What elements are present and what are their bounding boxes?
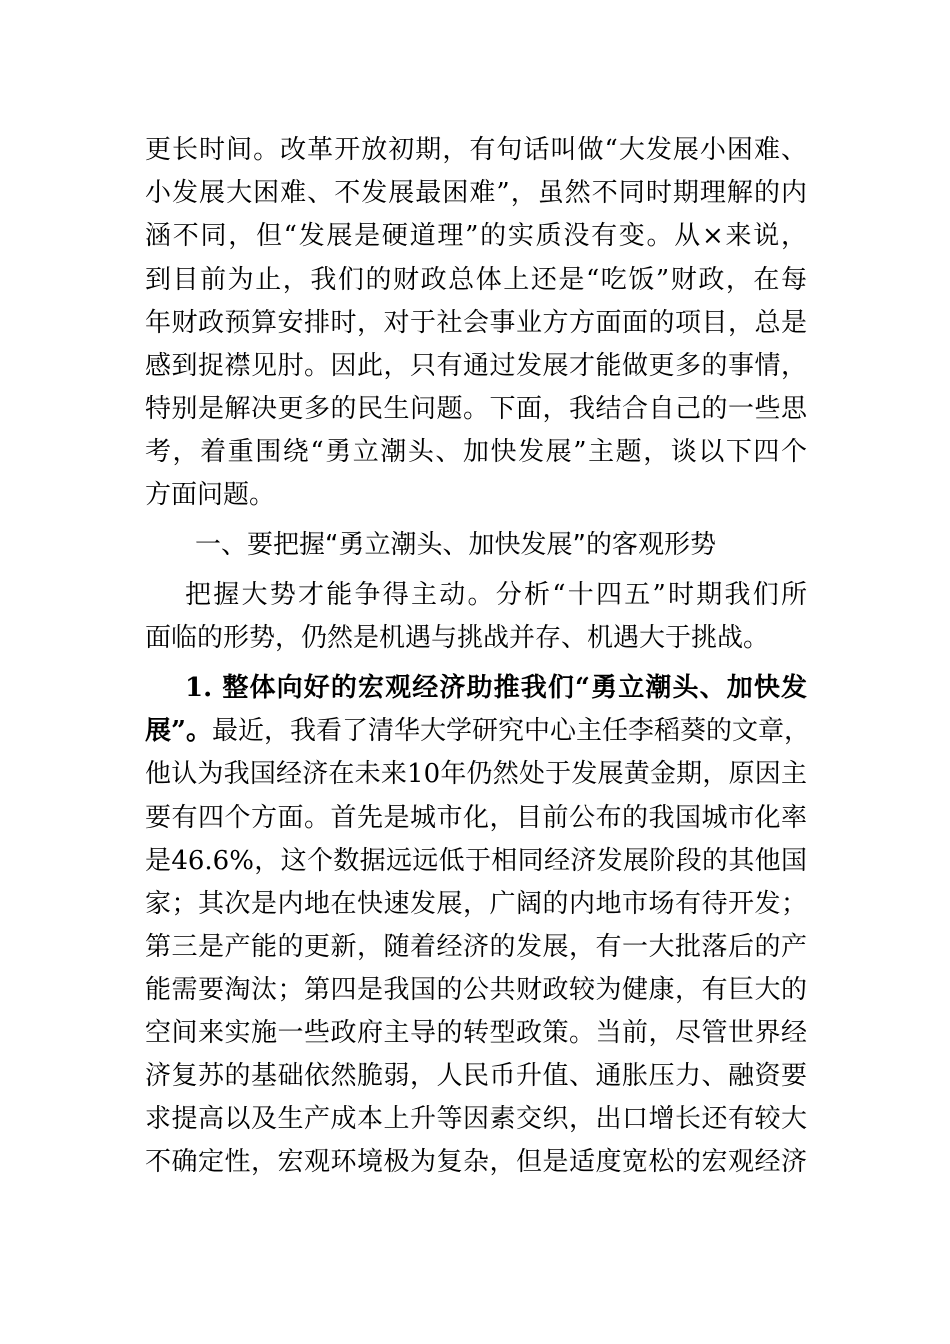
text-line: 空间来实施一些政府主导的转型政策。当前，尽管世界经 — [145, 1018, 807, 1048]
text-line: 到目前为止，我们的财政总体上还是“吃饭”财政，在每 — [145, 265, 807, 295]
text-line: 方面问题。 — [145, 480, 276, 510]
subheading-text: 展”。 — [145, 716, 212, 746]
text-line: 涵不同，但“发展是硬道理”的实质没有变。从×来说， — [145, 221, 807, 251]
text-line: 小发展大困难、不发展最困难”，虽然不同时期理解的内 — [145, 178, 807, 208]
text-line: 要有四个方面。首先是城市化，目前公布的我国城市化率 — [145, 803, 807, 833]
text-line: 他认为我国经济在未来10年仍然处于发展黄金期，原因主 — [145, 759, 807, 789]
text-line: 济复苏的基础依然脆弱，人民币升值、通胀压力、融资要 — [145, 1061, 807, 1091]
subheading-text: 1. 整体向好的宏观经济助推我们“勇立潮头、加快发 — [185, 673, 807, 703]
text-line: 年财政预算安排时，对于社会事业方方面面的项目，总是 — [145, 308, 807, 338]
text-line — [145, 714, 810, 748]
text-line: 不确定性，宏观环境极为复杂，但是适度宽松的宏观经济 — [145, 1147, 807, 1177]
text-line: 家；其次是内地在快速发展，广阔的内地市场有待开发； — [145, 889, 807, 919]
text-line: 考，着重围绕“勇立潮头、加快发展”主题，谈以下四个 — [145, 437, 807, 467]
text-line — [185, 671, 807, 705]
section-heading: 一、要把握“勇立潮头、加快发展”的客观形势 — [195, 530, 716, 560]
text-line: 第三是产能的更新，随着经济的发展，有一大批落后的产 — [145, 932, 807, 962]
body-text: 最近，我看了清华大学研究中心主任李稻葵的文章， — [211, 716, 810, 746]
text-line: 特别是解决更多的民生问题。下面，我结合自己的一些思 — [145, 394, 807, 424]
text-line: 是46.6%，这个数据远远低于相同经济发展阶段的其他国 — [145, 846, 807, 876]
text-line: 把握大势才能争得主动。分析“十四五”时期我们所 — [185, 580, 807, 610]
text-line: 面临的形势，仍然是机遇与挑战并存、机遇大于挑战。 — [145, 623, 770, 653]
text-line: 能需要淘汰；第四是我国的公共财政较为健康，有巨大的 — [145, 975, 807, 1005]
text-line: 感到捉襟见肘。因此，只有通过发展才能做更多的事情， — [145, 351, 807, 381]
text-line: 求提高以及生产成本上升等因素交织，出口增长还有较大 — [145, 1104, 807, 1134]
text-line: 更长时间。改革开放初期，有句话叫做“大发展小困难、 — [145, 135, 807, 165]
